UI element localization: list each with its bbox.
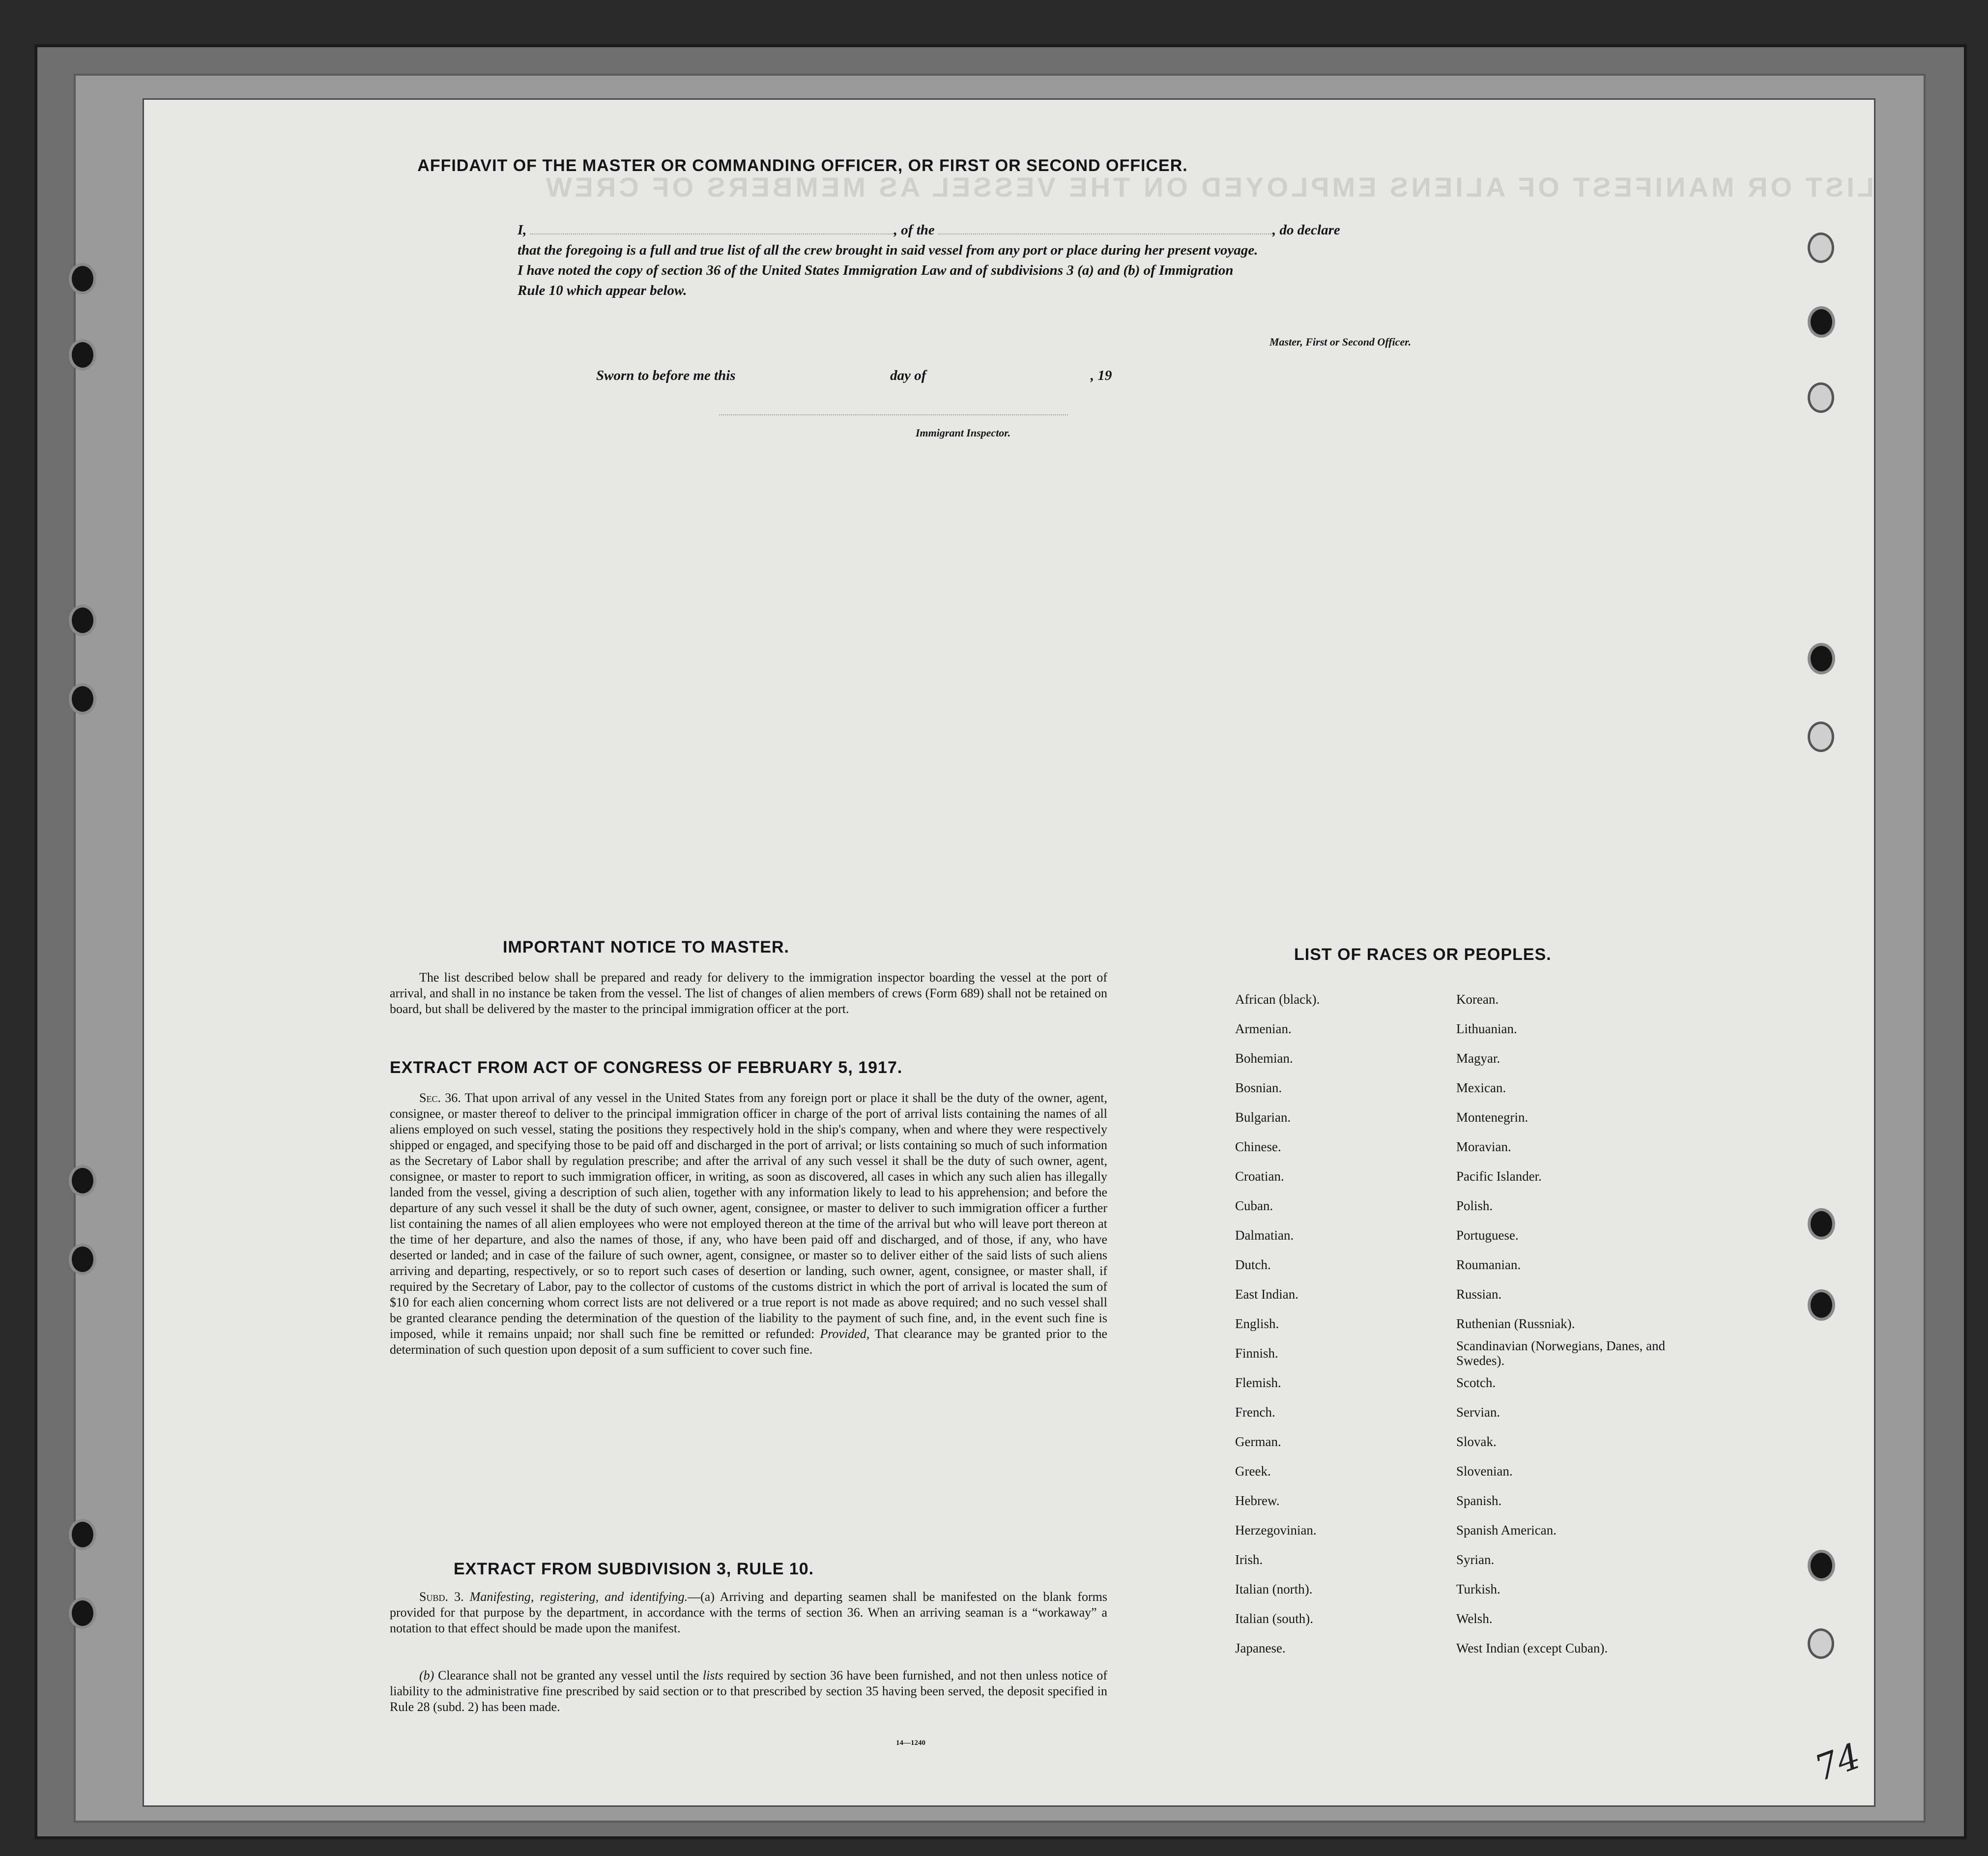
race-item: Mexican. [1456,1080,1506,1095]
punch-hole [69,1597,96,1629]
punch-hole [1808,1289,1835,1321]
affidavit-line-3: I have noted the copy of section 36 of the United States Immigration Law and of subdivisions 3 (a) and (b) of Immigration [518,262,1234,278]
race-item: Bosnian. [1235,1080,1282,1095]
bleed-through-header: LIST OR MANIFEST OF ALIENS EMPLOYED ON THE VESSEL AS MEMBERS OF CREW [543,172,1874,203]
notice-title: IMPORTANT NOTICE TO MASTER. [503,938,789,957]
race-item: Hebrew. [1235,1493,1280,1508]
race-item: Portuguese. [1456,1228,1519,1243]
punch-hole [1808,643,1835,674]
punch-hole [69,339,96,371]
race-item: Welsh. [1456,1611,1493,1626]
race-item: Greek. [1235,1464,1271,1479]
punch-hole [1808,722,1834,752]
affidavit-line-1 [518,220,1481,240]
affidavit-line-2: that the foregoing is a full and true list of all the crew brought in said vessel from any port or place during her present voyage. [518,242,1258,258]
punch-hole [1808,306,1835,338]
subdivision-3b-text [390,1668,1107,1715]
race-item: Moravian. [1456,1139,1511,1154]
races-title: LIST OF RACES OR PEOPLES. [1294,945,1552,964]
race-item: Italian (north). [1235,1582,1313,1596]
race-item: Scotch. [1456,1375,1496,1390]
race-item: French. [1235,1405,1275,1420]
race-item: German. [1235,1434,1281,1449]
race-item: English. [1235,1316,1279,1331]
race-item: East Indian. [1235,1287,1298,1302]
punch-hole [69,605,96,636]
affidavit-declare: , do declare [1272,222,1340,238]
sworn-text: Sworn to before me this [596,368,736,383]
race-item: Dalmatian. [1235,1228,1294,1243]
affidavit-title: AFFIDAVIT OF THE MASTER OR COMMANDING OFFICER, OR FIRST OR SECOND OFFICER. [417,156,1188,175]
race-item: Turkish. [1456,1582,1500,1596]
race-item: Flemish. [1235,1375,1281,1390]
inspector-signature-line [719,414,1068,415]
race-item: Finnish. [1235,1346,1278,1361]
race-item: Montenegrin. [1456,1110,1528,1125]
punch-hole [1808,1208,1835,1240]
race-item: West Indian (except Cuban). [1456,1641,1608,1655]
day-of-text: day of [890,368,926,383]
race-item: Roumanian. [1456,1257,1521,1272]
race-item: Slovenian. [1456,1464,1513,1479]
race-item: Croatian. [1235,1169,1284,1184]
race-item: Chinese. [1235,1139,1281,1154]
lists-word: lists [702,1668,723,1682]
race-item: Servian. [1456,1405,1500,1420]
sworn-line [596,368,1112,384]
race-item: Spanish American. [1456,1523,1556,1537]
subd-b-lead: (b) [419,1668,434,1682]
race-item: Pacific Islander. [1456,1169,1542,1184]
race-item: Dutch. [1235,1257,1271,1272]
race-item: Japanese. [1235,1641,1286,1655]
race-item: Italian (south). [1235,1611,1313,1626]
subd-lead: Subd. 3. [419,1590,464,1604]
affidavit-body [518,220,1481,301]
race-item: Lithuanian. [1456,1021,1517,1036]
manifest-page [143,98,1875,1807]
race-item: Spanish. [1456,1493,1502,1508]
name-blank [530,233,894,234]
inspector-label: Immigrant Inspector. [916,427,1011,439]
race-item: Magyar. [1456,1051,1500,1066]
race-item: Korean. [1456,992,1499,1007]
subd-body-a: —(a) Arriving and departing seamen shall be manifested on the blank forms provided for that purpose by the department, in accordance with the terms of section 36. When an arriving seaman is a “workaway” a notation to that effect should be made upon the manifest. [390,1590,1107,1635]
section-body: That upon arrival of any vessel in the United States from any foreign port or place it shall be the duty of the owner, agent, consignee, or master thereof to deliver to the principal immigration officer in charge of the port of arrival lists containing the names of all aliens employed on such vessel, stating the positions they respectively hold in the ship's company, when and where they were respectively shipped or engaged, and specifying those to be paid off and discharged in the port of arrival; or lists containing so much of such information as the Secretary of Labor shall by regulation prescribe; and after the arrival of any such vessel it shall be the duty of such owner, agent, consignee, or master to report to such immigration officer, in writing, as soon as discovered, all cases in which any such alien has illegally landed from the vessel, giving a description of such alien, together with any information likely to lead to his apprehension; and before the departure of any such vessel it shall be the duty of such owner, agent, consignee, or master to deliver to such immigration officer a further list containing the names of all alien employees who were not employed thereon at the time of the arrival but who will leave port thereon at the time of her departure, and also the names of those, if any, who have been paid off and discharged, and of those, if any, who have deserted or landed; and in case of the failure of such owner, agent, consignee, or master so to deliver either of the said lists of such aliens arriving and departing, respectively, or so to report such cases of desertion or landing, such owner, agent, consignee, or master shall, if required by the Secretary of Labor, pay to the collector of customs of the customs district in which the port of arrival is located the sum of $10 for each alien concerning whom correct lists are not delivered or a true report is not made as above required; and no such vessel shall be granted clearance pending the determination of the question of the liability to the payment of such fine, and, in the event such fine is imposed, while it remains unpaid; nor shall such fine be remitted or refunded: [390,1091,1107,1341]
vessel-blank [938,233,1272,234]
affidavit-i: I, [518,222,527,238]
race-item: Slovak. [1456,1434,1497,1449]
race-item: Cuban. [1235,1198,1273,1213]
punch-hole [1808,232,1834,263]
master-signature-label: Master, First or Second Officer. [1269,336,1412,348]
punch-hole [69,1165,96,1196]
section-lead: Sec. 36. [419,1091,461,1105]
affidavit-of: , of the [893,222,935,238]
section-tail: That clearance may be granted prior to the determination of such question upon deposit of a sum sufficient to cover such fine. [390,1327,1108,1357]
race-item: Scandinavian (Norwegians, Danes, and Swedes). [1456,1338,1666,1368]
extract-rule-title: EXTRACT FROM SUBDIVISION 3, RULE 10. [454,1560,814,1578]
punch-hole [1808,1550,1835,1581]
race-item: Bohemian. [1235,1051,1293,1066]
year-text: , 19 [1090,368,1112,383]
punch-hole [69,1244,96,1275]
subd-heading: Manifesting, registering, and identifying. [469,1590,688,1604]
race-item: Russian. [1456,1287,1502,1302]
race-item: Irish. [1235,1552,1263,1567]
subdivision-3a-text [390,1589,1107,1636]
punch-hole [1808,1628,1834,1659]
section-36-text [390,1090,1107,1358]
handwritten-page-number: 74 [1809,1735,1866,1790]
race-item: Armenian. [1235,1021,1292,1036]
extract-act-title: EXTRACT FROM ACT OF CONGRESS OF FEBRUARY 5, 1917. [390,1058,903,1077]
subd-body-b1: Clearance shall not be granted any vessel until the [438,1668,699,1682]
punch-hole [69,1519,96,1550]
race-item: Herzegovinian. [1235,1523,1317,1537]
races-list [1235,985,1727,1663]
punch-hole [69,683,96,715]
affidavit-line-4: Rule 10 which appear below. [518,283,687,298]
subd-body-b2: required by section 36 have been furnished, and not then unless notice of liability to the administrative fine prescribed by said section or to that prescribed by section 35 having been served, the deposit specified in Rule 28 (subd. 2) has been made. [390,1668,1108,1714]
form-number: 14—1240 [896,1739,925,1747]
notice-body: The list described below shall be prepared and ready for delivery to the immigration inspector boarding the vessel at the port of arrival, and shall in no instance be taken from the vessel. The list of changes of alien members of crews (Form 689) shall not be retained on board, but shall be delivered by the master to the principal immigration officer at the port. [390,970,1107,1016]
race-item: Ruthenian (Russniak). [1456,1316,1575,1331]
race-item: Syrian. [1456,1552,1495,1567]
race-item: African (black). [1235,992,1320,1007]
proviso: Provided, [820,1327,870,1341]
punch-hole [69,263,96,294]
race-item: Bulgarian. [1235,1110,1291,1125]
punch-hole [1808,382,1834,413]
race-item: Polish. [1456,1198,1493,1213]
